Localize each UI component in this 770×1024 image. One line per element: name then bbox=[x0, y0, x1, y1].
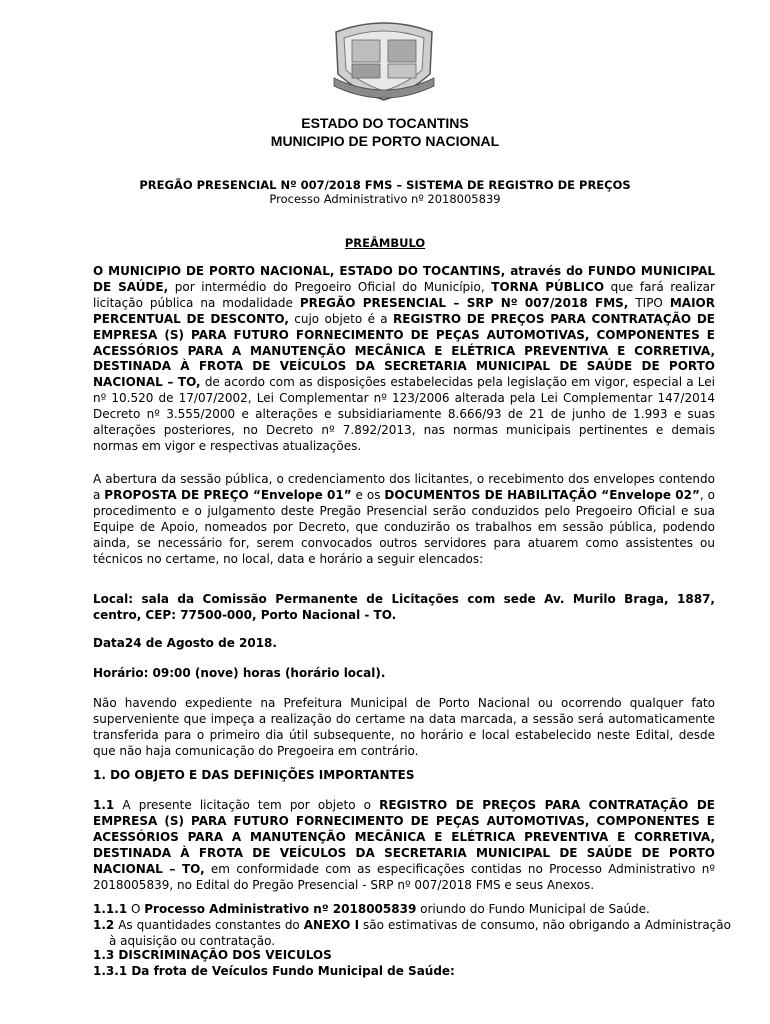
preambulo-heading: PREÂMBULO bbox=[344, 236, 426, 250]
text: de acordo com as disposições estabelecidas pela legislação em vigor, especial a Lei nº 10.520 de 17/07/2002, Lei Complementar nº 123/2006 alterada pela Lei Complementar 147/2014 Decreto nº 3.555/2000 e alterações e subsidiariamente 8.666/93 de 21 de junho de 1.993 e suas alterações posteriores, no Decreto nº 7.892/2013, nas normas municipais pertinentes e demais normas em vigor e respectivas atualizações. bbox=[93, 375, 715, 453]
text: e os bbox=[351, 487, 385, 502]
clause-1-1-1 bbox=[93, 902, 715, 918]
text-bold: Processo Administrativo nº 2018005839 bbox=[144, 902, 417, 916]
clause-1-3: 1.3 DISCRIMINAÇÃO DOS VEICULOS bbox=[93, 948, 332, 962]
text: cujo objeto é a bbox=[288, 311, 394, 326]
text: , o procedimento e o julgamento deste Pregão Presencial serão conduzidos pelo Pregoeiro Oficial e sua Equipe de Apoio, nomeados por Decreto, que conduzirão os trabalhos em sessão pública, podendo ainda, se necessário for, serem convocados outros servidores para atuarem como assistentes ou técnicos no certame, no local, data e horário a seguir elencados: bbox=[93, 487, 715, 566]
section-1-heading: 1. DO OBJETO E DAS DEFINIÇÕES IMPORTANTES bbox=[93, 768, 415, 782]
text: são estimativas de consumo, não obrigando a Administração à aquisição ou contratação. bbox=[109, 918, 731, 948]
text: oriundo do Fundo Municipal de Saúde. bbox=[416, 902, 650, 916]
text: A abertura da sessão pública, o credenciamento dos licitantes, o recebimento dos envelopes contendo a bbox=[93, 472, 715, 502]
text: por intermédio do Pregoeiro Oficial do Município, bbox=[168, 279, 492, 294]
text-bold: MAIOR PERCENTUAL DE DESCONTO, bbox=[93, 295, 715, 326]
clause-number: 1.2 bbox=[93, 918, 115, 932]
text-bold: PREGÃO PRESENCIAL – SRP Nº 007/2018 FMS, bbox=[299, 295, 629, 310]
text-bold: TORNA PÚBLICO bbox=[491, 279, 605, 294]
clause-number: 1.1 bbox=[93, 798, 115, 812]
text-bold: O MUNICIPIO DE PORTO NACIONAL, ESTADO DO TOCANTINS, através do FUNDO MUNICIPAL DE SAÚDE, bbox=[93, 264, 715, 294]
preambulo-paragraph-2 bbox=[93, 472, 715, 567]
text-bold: PROPOSTA DE PREÇO “Envelope 01” bbox=[104, 487, 352, 502]
session-date: Data24 de Agosto de 2018. bbox=[93, 636, 277, 650]
text: As quantidades constantes do bbox=[114, 918, 304, 932]
text: O bbox=[127, 902, 145, 916]
text-bold: DOCUMENTOS DE HABILITAÇÃO “Envelope 02” bbox=[384, 487, 700, 502]
clause-number: 1.1.1 bbox=[93, 902, 128, 916]
preambulo-paragraph-3: Não havendo expediente na Prefeitura Municipal de Porto Nacional ou ocorrendo qualquer fato superveniente que impeça a realização do certame na data marcada, a sessão será automaticamente transferida para o primeiro dia útil subsequente, no horário e local estabelecido neste Edital, desde que não haja comunicação do Pregoeira em contrário. bbox=[93, 696, 715, 758]
state-heading: ESTADO DO TOCANTINS bbox=[301, 115, 469, 131]
text-bold: ANEXO I bbox=[303, 918, 360, 932]
text-bold: REGISTRO DE PREÇOS PARA CONTRATAÇÃO DE EMPRESA (S) PARA FUTURO FORNECIMENTO DE PEÇAS AUTOMOTIVAS, COMPONENTES E ACESSÓRIOS PARA A MANUTENÇÃO MECÂNICA E ELÉTRICA PREVENTIVA E CORRETIVA, DESTINADA À FROTA DE VEÍCULOS DA SECRETARIA MUNICIPAL DE SAÚDE DE PORTO NACIONAL – TO, bbox=[93, 798, 715, 876]
clause-1-2 bbox=[93, 918, 731, 950]
clause-1-1 bbox=[93, 798, 715, 893]
municipal-crest-logo bbox=[330, 18, 438, 102]
process-number: Processo Administrativo nº 2018005839 bbox=[269, 192, 501, 206]
session-location: Local: sala da Comissão Permanente de Licitações com sede Av. Murilo Braga, 1887, centro, CEP: 77500-000, Porto Nacional - TO. bbox=[93, 592, 715, 622]
preambulo-heading-wrap bbox=[0, 236, 770, 251]
clause-1-3-1: 1.3.1 Da frota de Veículos Fundo Municipal de Saúde: bbox=[93, 964, 455, 978]
text: TIPO bbox=[628, 295, 670, 310]
text: que fará realizar licitação pública na modalidade bbox=[93, 279, 715, 310]
preambulo-paragraph-1 bbox=[93, 264, 715, 455]
text-bold: REGISTRO DE PREÇOS PARA CONTRATAÇÃO DE EMPRESA (S) PARA FUTURO FORNECIMENTO DE PEÇAS AUTOMOTIVAS, COMPONENTES E ACESSÓRIOS PARA A MANUTENÇÃO MECÂNICA E ELÉTRICA PREVENTIVA E CORRETIVA, DESTINADA À FROTA DE VEÍCULOS DA SECRETARIA MUNICIPAL DE SAÚDE DE PORTO NACIONAL – TO, bbox=[93, 311, 715, 390]
municipality-heading: MUNICIPIO DE PORTO NACIONAL bbox=[270, 133, 500, 149]
document-title: PREGÃO PRESENCIAL Nº 007/2018 FMS – SISTEMA DE REGISTRO DE PREÇOS bbox=[139, 178, 631, 192]
text: em conformidade com as especificações contidas no Processo Administrativo nº 2018005839, no Edital do Pregão Presencial - SRP nº 007/2018 FMS e seus Anexos. bbox=[93, 861, 715, 892]
session-time: Horário: 09:00 (nove) horas (horário local). bbox=[93, 666, 386, 680]
text: A presente licitação tem por objeto o bbox=[114, 798, 380, 812]
